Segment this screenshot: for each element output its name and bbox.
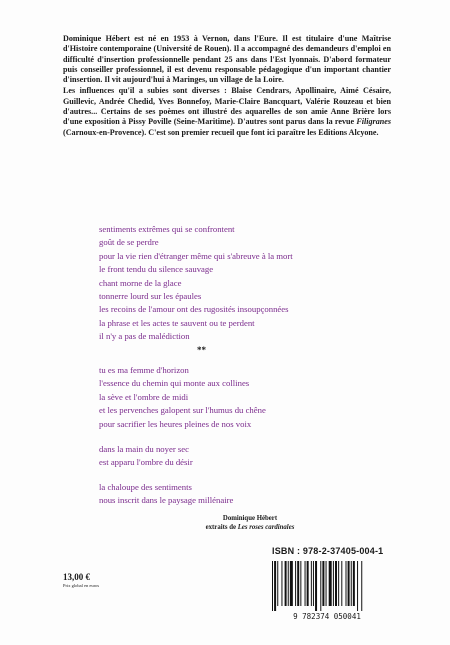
bio-paragraph-2-end: (Carnoux-en-Provence). C'est son premier recueil que font ici paraître les Editions Alcyone. — [63, 127, 379, 137]
barcode-bar — [341, 561, 342, 606]
barcode-bar — [311, 561, 312, 606]
barcode-bar — [315, 561, 317, 611]
barcode-bar — [277, 561, 278, 606]
barcode-bar — [357, 561, 358, 611]
poem-line: pour la vie rien d'étranger même qui s'abreuve à la mort — [99, 250, 293, 261]
poem-line: la phrase et les actes te sauvent ou te perdent — [99, 317, 255, 328]
poem-line: dans la main du noyer sec — [99, 444, 189, 454]
poem-line: tu es ma femme d'horizon — [99, 365, 189, 375]
barcode-bar — [346, 561, 347, 606]
poem-stanza-2 — [99, 364, 429, 431]
price-note: Prix global en euros — [63, 583, 100, 588]
barcode-bar — [313, 561, 314, 606]
poem-line: est apparu l'ombre du désir — [99, 457, 193, 468]
poem-line: la sève et l'ombre de midi — [99, 391, 189, 402]
barcode-bar — [361, 561, 362, 611]
poem-stanza-3 — [99, 443, 429, 470]
barcode-bar — [297, 561, 299, 606]
barcode-bar — [295, 561, 296, 606]
barcode-bar — [329, 561, 332, 606]
signature-author: Dominique Hébert — [222, 515, 278, 522]
poem-line: il n'y a pas de malédiction — [99, 331, 190, 342]
bio-paragraph-2-text: Les influences qu'il a subies sont diverses : Blaise Cendrars, Apollinaire, Aimé Césaire, Guillevic, Andrée Chedid, Yves Bonnefoy, Marie-Claire Bancquart, Valérie Rouzeau et bien d'autres... Certains de ses poèmes ont illustré des aquarelles de son amie Anne Brière lors d'une exposition à Pissy Poville (Seine-Maritime). D'autres sont parus dans la revue — [63, 86, 391, 127]
poem-line: et les pervenches galopent sur l'humus du chêne — [99, 405, 266, 416]
price-amount: 13,00 € — [63, 572, 90, 582]
barcode-bar — [307, 561, 309, 606]
poem-line: les recoins de l'amour ont des rugosités insoupçonnées — [99, 304, 289, 315]
barcode-bar — [288, 561, 289, 606]
barcode-bar — [305, 561, 306, 606]
poem-line: chant morne de la glace — [99, 277, 182, 288]
barcode-bar — [290, 561, 293, 606]
barcode-digits: 9 782374 050041 — [293, 612, 361, 621]
poem-line: l'essence du chemin qui monte aux collines — [99, 378, 250, 389]
barcode-bar — [351, 561, 352, 606]
barcode-bar — [274, 561, 276, 611]
poem-line: tonnerre lourd sur les épaules — [99, 291, 202, 302]
bio-paragraph-1: Dominique Hébert est né en 1953 à Vernon, dans l'Eure. Il est titulaire d'une Maîtrise d'Histoire contemporaine (Université de Rouen). Il a accompagné des demandeurs d'emploi en difficulté d'insertion professionnelle pendant 25 ans dans l'Est lyonnais. D'abord formateur puis conseiller professionnel, il est devenu responsable pédagogique d'un important chantier d'insertion. Il vit aujourd'hui à Maringes, un village de la Loire. — [63, 34, 391, 85]
poem-stanza-1 — [99, 223, 429, 344]
isbn-label: ISBN : 978-2-37405-004-1 — [272, 546, 384, 556]
barcode-bar — [285, 561, 287, 606]
barcode-bar — [335, 561, 337, 606]
barcode-bar — [326, 561, 327, 606]
poem-line: sentiments extrêmes qui se confrontent — [99, 224, 235, 234]
review-title: Filigranes — [356, 117, 391, 127]
stanza-separator: ** — [197, 345, 206, 355]
barcode-bar — [338, 561, 339, 606]
price-block — [63, 572, 99, 588]
barcode-bar — [272, 561, 273, 611]
barcode-bar — [320, 561, 321, 611]
signature-extract-prefix: extraits de — [205, 524, 238, 531]
barcode — [262, 559, 392, 621]
book-title: Les roses cardinales — [237, 524, 295, 531]
barcode-bar — [333, 561, 334, 606]
barcode-graphic — [262, 559, 392, 621]
signature-source — [150, 523, 350, 532]
barcode-bar — [353, 561, 355, 606]
poem-line: nous inscrit dans le paysage millénaire — [99, 495, 234, 506]
poem-line: pour sacrifier les heures pleines de nos voix — [99, 418, 252, 429]
poem-stanza-4 — [99, 481, 429, 508]
barcode-bar — [348, 561, 350, 606]
poem-line: la chaloupe des sentiments — [99, 482, 192, 492]
poem-line: goût de se perdre — [99, 237, 159, 248]
barcode-bar — [281, 561, 282, 606]
barcode-bar — [322, 561, 324, 606]
poem-line: le front tendu du silence sauvage — [99, 264, 214, 275]
barcode-bar — [300, 561, 301, 606]
author-biography — [63, 34, 391, 138]
signature — [150, 514, 350, 532]
bio-paragraph-2 — [63, 86, 391, 137]
